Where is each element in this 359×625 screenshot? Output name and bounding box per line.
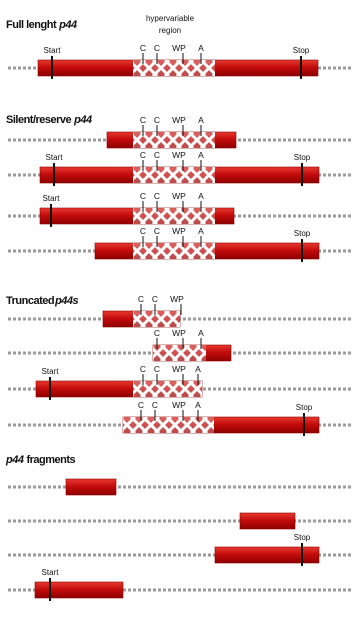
site-label: WP bbox=[172, 364, 186, 374]
gene-row bbox=[8, 400, 352, 436]
site-label: WP bbox=[172, 226, 186, 236]
site-label: WP bbox=[172, 150, 186, 160]
gene-row bbox=[8, 513, 352, 529]
site-label: A bbox=[198, 115, 204, 125]
site-label: A bbox=[195, 400, 201, 410]
section-title-truncated: Truncatedp44s bbox=[6, 295, 79, 307]
section-title-full-length: Full lenght p44 bbox=[6, 19, 77, 31]
site-label: A bbox=[198, 226, 204, 236]
gene-row bbox=[8, 479, 352, 495]
start-label: Start bbox=[45, 153, 63, 162]
gene-bar bbox=[240, 513, 295, 529]
site-label: C bbox=[153, 226, 161, 236]
gene-bar bbox=[66, 479, 116, 495]
site-label: A bbox=[198, 191, 204, 201]
site-label: C bbox=[139, 191, 147, 201]
stop-label: Stop bbox=[293, 229, 311, 238]
gene-bar bbox=[35, 582, 123, 598]
start-label: Start bbox=[42, 194, 60, 203]
site-label: C bbox=[153, 364, 161, 374]
site-label: C bbox=[137, 400, 145, 410]
site-label: C bbox=[153, 115, 161, 125]
stop-label: Stop bbox=[295, 403, 313, 412]
site-label: A bbox=[198, 328, 204, 338]
site-label: WP bbox=[172, 115, 186, 125]
site-label: A bbox=[198, 43, 204, 53]
site-label: C bbox=[153, 328, 161, 338]
site-label: WP bbox=[172, 328, 186, 338]
site-label: C bbox=[139, 364, 147, 374]
site-label: C bbox=[139, 226, 147, 236]
gene-row bbox=[8, 328, 352, 361]
site-label: C bbox=[153, 191, 161, 201]
site-label: A bbox=[198, 150, 204, 160]
gene-row bbox=[8, 150, 352, 186]
region-label: region bbox=[158, 26, 182, 35]
stop-label: Stop bbox=[293, 153, 311, 162]
site-label: C bbox=[139, 150, 147, 160]
site-label: WP bbox=[172, 400, 186, 410]
start-label: Start bbox=[41, 568, 59, 577]
site-label: WP bbox=[170, 294, 184, 304]
site-label: C bbox=[151, 400, 159, 410]
start-label: Start bbox=[43, 46, 61, 55]
section-title-fragments: p44 fragments bbox=[6, 454, 76, 466]
site-label: C bbox=[153, 150, 161, 160]
stop-label: Stop bbox=[293, 533, 311, 542]
gene-row bbox=[8, 191, 352, 227]
gene-bar bbox=[215, 547, 319, 563]
site-label: A bbox=[195, 364, 201, 374]
hypervariable-region bbox=[117, 381, 229, 397]
site-label: C bbox=[153, 43, 161, 53]
site-label: WP bbox=[172, 43, 186, 53]
gene-row bbox=[8, 226, 352, 262]
site-label: C bbox=[139, 115, 147, 125]
site-label: C bbox=[139, 43, 147, 53]
gene-row bbox=[8, 364, 352, 400]
start-label: Start bbox=[41, 367, 59, 376]
site-label: C bbox=[151, 294, 159, 304]
gene-row bbox=[8, 568, 352, 601]
gene-row bbox=[8, 533, 352, 566]
hypervariable-label: hypervariable bbox=[145, 14, 195, 23]
gene-row bbox=[8, 43, 352, 79]
section-title-silent-reserve: Silent/reserve p44 bbox=[6, 114, 92, 126]
stop-label: Stop bbox=[292, 46, 310, 55]
site-label: WP bbox=[172, 191, 186, 201]
site-label: C bbox=[137, 294, 145, 304]
